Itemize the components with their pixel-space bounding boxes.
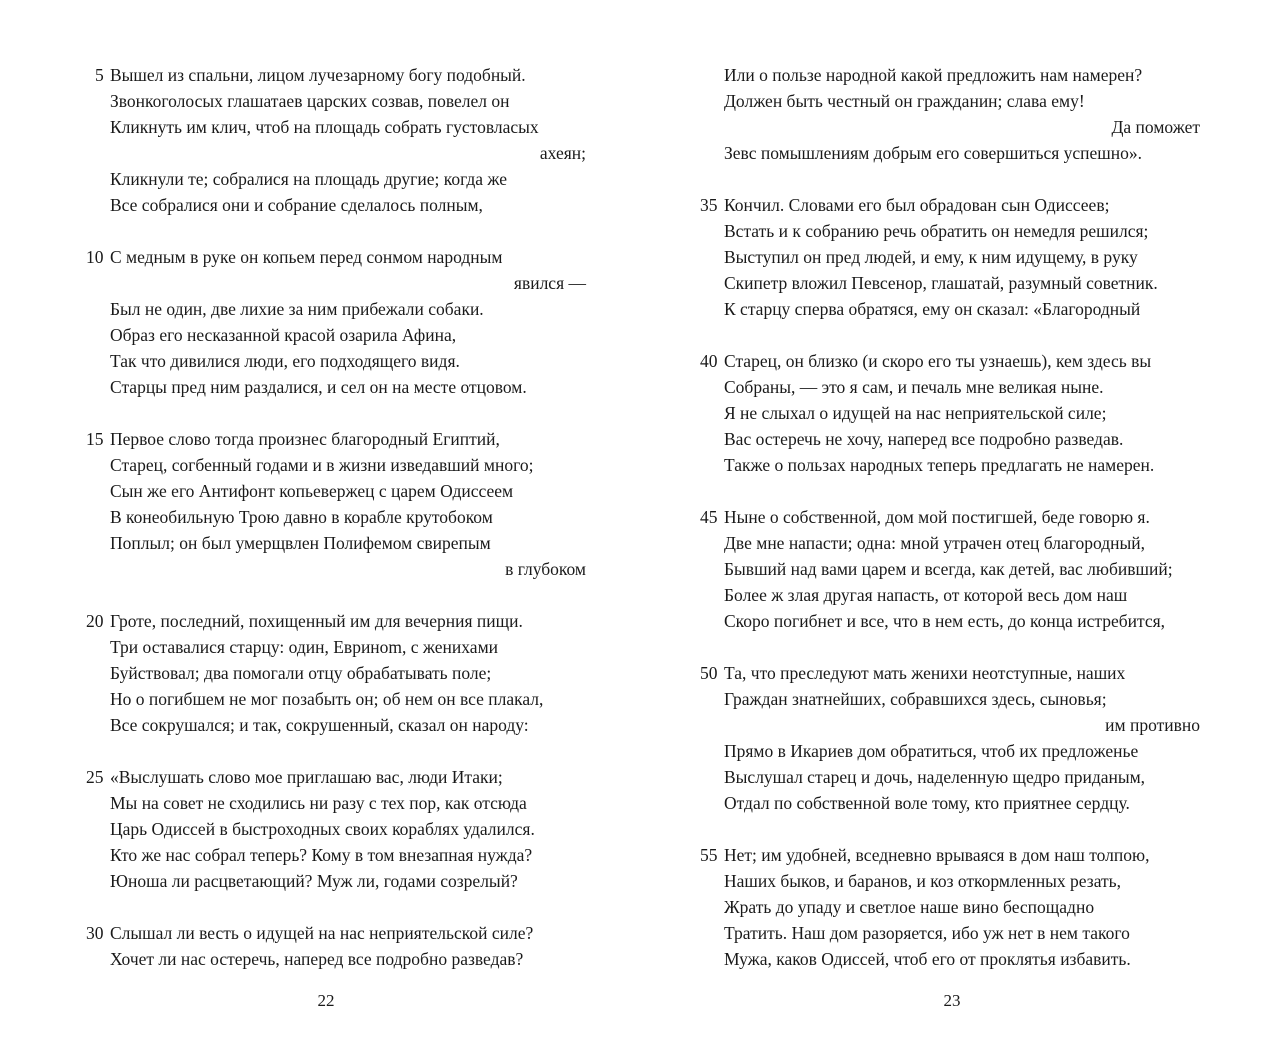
verse-line: Наших быков, и баранов, и коз откормленных резать, — [724, 871, 1122, 891]
verse-continuation: Да поможет — [1111, 117, 1200, 137]
verse-line: Так что дивилися люди, его подходящего видя. — [110, 351, 460, 371]
verse-line: Но о погибшем не мог позабыть он; об нем он все плакал, — [110, 689, 544, 709]
verse-line: Мы на совет не сходились ни разу с тех пор, как отсюда — [110, 793, 527, 813]
verse-line: Старец, он близко (и скоро его ты узнаешь), кем здесь вы — [724, 351, 1152, 371]
verse-line: Был не один, две лихие за ним прибежали собаки. — [110, 299, 484, 319]
verse-line: Поплыл; он был умерщвлен Полифемом свирепым — [110, 533, 491, 553]
verse-line: К старцу сперва обратяся, ему он сказал: «Благородный — [724, 299, 1141, 319]
verse-line: «Выслушать слово мое приглашаю вас, люди Итаки; — [110, 767, 503, 787]
verse-line: Кончил. Словами его был обрадован сын Одиссеев; — [724, 195, 1110, 215]
verse-continuation: им противно — [1105, 715, 1200, 735]
verse-line: Образ его несказанной красой озарила Афина, — [110, 325, 457, 345]
verse-line: Нет; им удобней, вседневно врываяся в дом наш толпою, — [724, 845, 1150, 865]
verse-line: Две мне напасти; одна: мной утрачен отец благородный, — [724, 533, 1145, 553]
verse-line: Отдал по собственной воле тому, кто приятнее сердцу. — [724, 793, 1130, 813]
verse-line: Вышел из спальни, лицом лучезарному богу подобный. — [110, 65, 526, 85]
verse-line: Бывший над вами царем и всегда, как детей, вас любивший; — [724, 559, 1173, 579]
verse-line: Все сокрушался; и так, сокрушенный, сказал он народу: — [110, 715, 529, 735]
verse-line: Прямо в Икариев дом обратиться, чтоб их предложенье — [724, 741, 1139, 761]
verse-line: Все собралися они и собрание сделалось полным, — [110, 195, 483, 215]
verse-continuation: явился — — [513, 273, 586, 293]
verse-line: Скипетр вложил Певсенор, глашатай, разумный советник. — [724, 273, 1158, 293]
verse-line: Я не слыхал о идущей на нас неприятельской силе; — [724, 403, 1107, 423]
verse-line: Зевс помышлениям добрым его совершиться успешно». — [724, 143, 1143, 163]
verse-line: В конеобильную Трою давно в корабле крутобоком — [110, 507, 493, 527]
line-number: 55 — [700, 845, 718, 865]
verse-line: Буйствовал; два помогали отцу обрабатывать поле; — [110, 663, 492, 683]
verse-line: Ныне о собственной, дом мой постигшей, беде говорю я. — [724, 507, 1150, 527]
line-number: 50 — [700, 663, 718, 683]
verse-line: Более ж злая другая напасть, от которой весь дом наш — [724, 585, 1128, 605]
verse-line: С медным в руке он копьем перед сонмом народным — [110, 247, 503, 267]
verse-line: Слышал ли весть о идущей на нас неприятельской силе? — [110, 923, 534, 943]
line-number: 30 — [86, 923, 104, 943]
verse-line: Граждан знатнейших, собравшихся здесь, сыновья; — [724, 689, 1107, 709]
line-number: 15 — [86, 429, 104, 449]
verse-continuation: в глубоком — [505, 559, 586, 579]
verse-line: Звонкоголосых глашатаев царских созвав, повелел он — [110, 91, 510, 111]
verse-continuation: ахеян; — [539, 143, 586, 163]
verse-line: Также о пользах народных теперь предлагать не намерен. — [724, 455, 1155, 475]
verse-line: Три оставалися старцу: один, Евриноm, с женихами — [110, 637, 499, 657]
line-number: 40 — [700, 351, 718, 371]
verse-line: Тратить. Наш дом разоряется, ибо уж нет в нем такого — [724, 923, 1130, 943]
line-number: 25 — [86, 767, 104, 787]
verse-line: Кликнули те; собралися на площадь другие; когда же — [110, 169, 508, 189]
verse-line: Сын же его Антифонт копьевержец с царем Одиссеем — [110, 481, 514, 501]
line-number: 10 — [86, 247, 104, 267]
line-number: 20 — [86, 611, 104, 631]
verse-line: Старцы пред ним раздалися, и сел он на месте отцовом. — [110, 377, 527, 397]
verse-line: Скоро погибнет и все, что в нем есть, до конца истребится, — [724, 611, 1166, 631]
right-page — [640, 0, 1280, 1061]
line-number: 45 — [700, 507, 718, 527]
page-number: 22 — [317, 991, 335, 1010]
verse-line: Юноша ли расцветающий? Муж ли, годами созрелый? — [110, 871, 518, 891]
verse-line: Первое слово тогда произнес благородный Египтий, — [110, 429, 500, 449]
verse-line: Или о пользе народной какой предложить нам намерен? — [724, 65, 1143, 85]
line-number: 35 — [700, 195, 718, 215]
verse-line: Собраны, — это я сам, и печаль мне великая ныне. — [724, 377, 1104, 397]
verse-line: Та, что преследуют мать женихи неотступные, наших — [724, 663, 1126, 683]
page-number: 23 — [943, 991, 961, 1010]
verse-line: Гроте, последний, похищенный им для вечерния пищи. — [110, 611, 523, 631]
verse-line: Кто же нас собрал теперь? Кому в том внезапная нужда? — [110, 845, 533, 865]
verse-line: Царь Одиссей в быстроходных своих кораблях удалился. — [110, 819, 535, 839]
verse-line: Вас остеречь не хочу, наперед все подробно разведав. — [724, 429, 1124, 449]
verse-line: Кликнуть им клич, чтоб на площадь собрать густовласых — [110, 117, 539, 137]
line-number: 5 — [95, 65, 104, 85]
verse-line: Жрать до упаду и светлое наше вино беспощадно — [724, 897, 1095, 917]
verse-line: Выступил он пред людей, и ему, к ним идущему, в руку — [724, 247, 1138, 267]
verse-line: Встать и к собранию речь обратить он немедля решился; — [724, 221, 1149, 241]
verse-line: Должен быть честный он гражданин; слава ему! — [724, 91, 1085, 111]
verse-line: Выслушал старец и дочь, наделенную щедро приданым, — [724, 767, 1146, 787]
verse-line: Мужа, каков Одиссей, чтоб его от проклятья избавить. — [724, 949, 1131, 969]
verse-line: Старец, согбенный годами и в жизни изведавший много; — [110, 455, 534, 475]
verse-line: Хочет ли нас остеречь, наперед все подробно разведав? — [110, 949, 524, 969]
